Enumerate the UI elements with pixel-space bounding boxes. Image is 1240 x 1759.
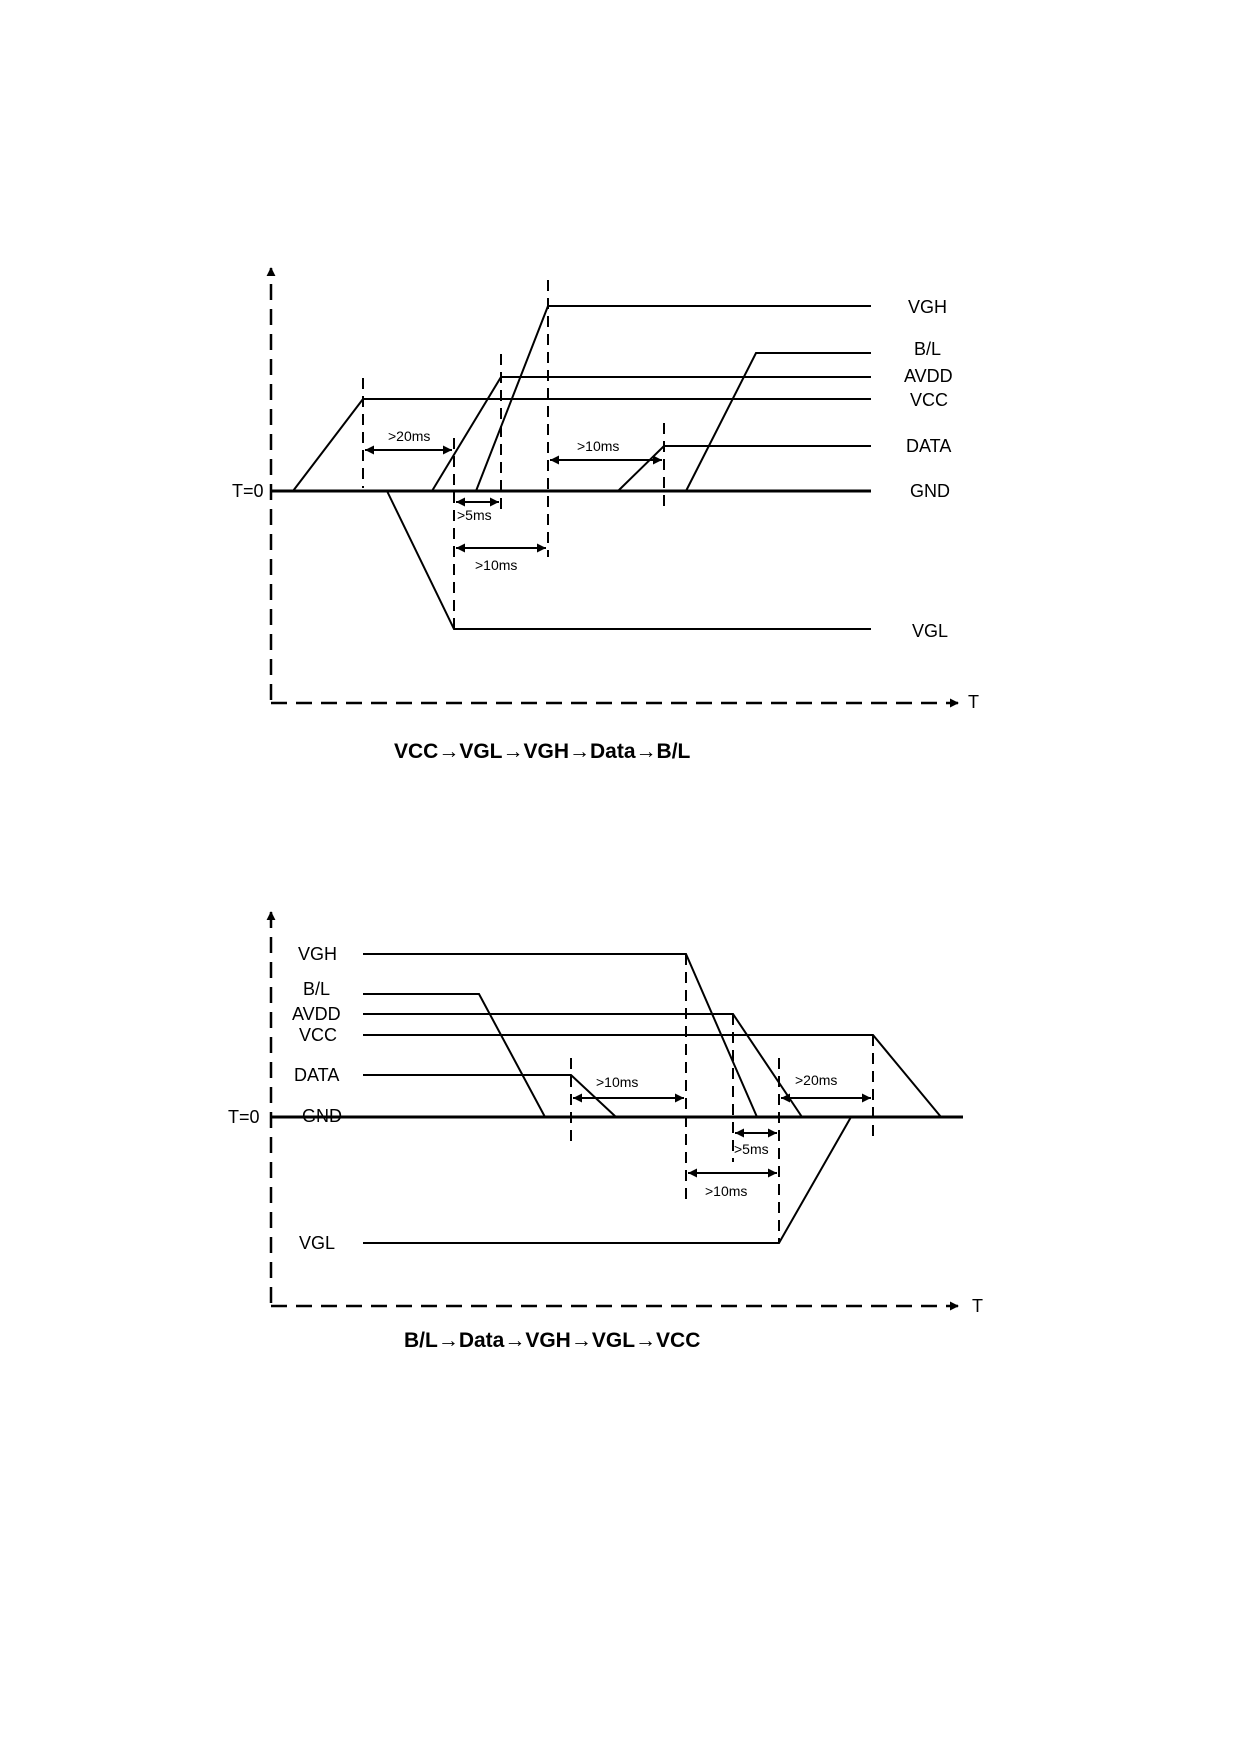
data-delay-interval-label: >10ms [577,438,620,454]
avdd-label: AVDD [292,1004,341,1024]
power-on-sequence-caption: VCC→VGL→VGH→Data→B/L [394,740,691,763]
avdd-waveform [363,1014,802,1117]
bl-waveform [363,994,545,1117]
avdd-delay-interval-label: >5ms [734,1141,769,1157]
vgl-delay-interval-label: >10ms [705,1183,748,1199]
vcc-label: VCC [910,390,949,410]
data-waveform [618,446,871,491]
time-axis-label: T [968,692,979,712]
bl-label: B/L [303,979,331,999]
power-off-diagram [228,912,983,1352]
vgl-label: VGL [299,1233,336,1253]
vgl-to-vcc-interval-label: >20ms [795,1072,838,1088]
vcc-to-vgl-interval-label: >20ms [388,428,431,444]
data-label: DATA [294,1065,340,1085]
power-off-sequence-caption: B/L→Data→VGH→VGL→VCC [404,1329,701,1352]
vcc-label: VCC [299,1025,338,1045]
t0-label: T=0 [228,1107,260,1127]
time-axis-label: T [972,1296,983,1316]
avdd-label: AVDD [904,366,953,386]
data-to-vgh-interval-label: >10ms [596,1074,639,1090]
data-label: DATA [906,436,952,456]
vgl-waveform [363,1117,851,1243]
bl-label: B/L [914,339,942,359]
vgh-delay-interval-label: >10ms [475,557,518,573]
t0-label: T=0 [232,481,264,501]
vgh-label: VGH [298,944,338,964]
power-on-diagram [232,268,979,763]
vgl-label: VGL [912,621,949,641]
vgh-label: VGH [908,297,948,317]
bl-waveform [686,353,871,491]
avdd-delay-interval-label: >5ms [457,507,492,523]
gnd-label: GND [910,481,950,501]
gnd-label: GND [302,1106,342,1126]
data-waveform [363,1075,616,1117]
